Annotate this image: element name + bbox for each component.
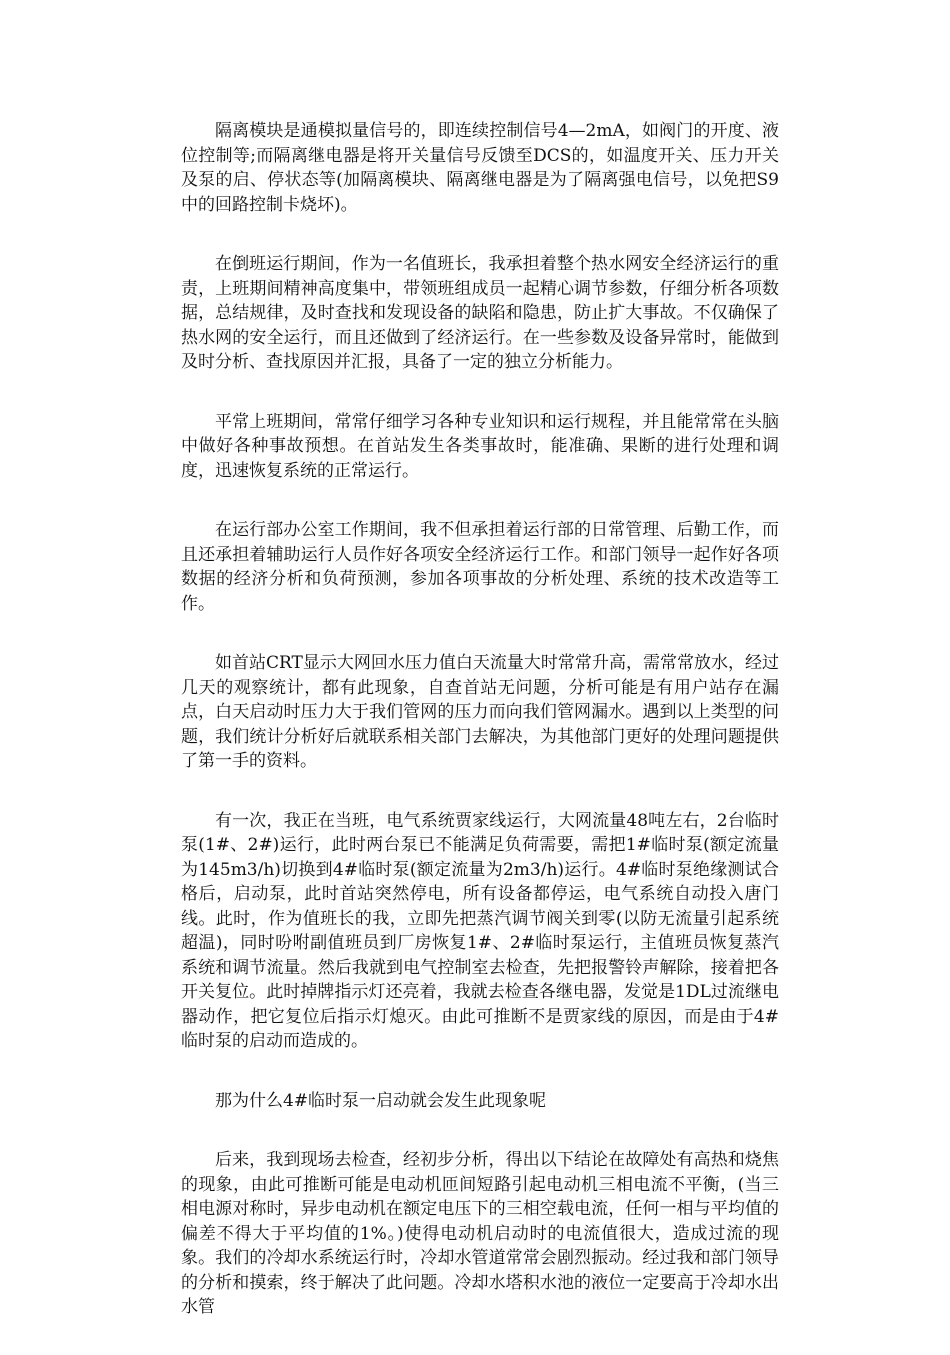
paragraph-question: 那为什么4#临时泵一启动就会发生此现象呢 [215,1090,547,1111]
paragraph-office-work: 在运行部办公室工作期间，我不但承担着运行部的日常管理、后勤工作，而且还承担着辅助运行人员作好各项安全经济运行工作。和部门领导一起作好各项数据的经济分析和负荷预测，参加各项事故的分析处理、系统的技术改造等工作。 [181,520,779,614]
paragraph-analysis: 后来，我到现场去检查，经初步分析，得出以下结论在故障处有高热和烧焦的现象，由此可推断可能是电动机匝间短路引起电动机三相电流不平衡，(当三相电源对称时，异步电动机在额定电压下的三相空载电流，任何一相与平均值的偏差不得大于平均值的1%。)使得电动机启动时的电流值很大，造成过流的现象。我们的冷却水系统运行时，冷却水管道常常会剧烈振动。经过我和部门领导的分析和摸索，终于解决了此问题。冷却水塔积水池的液位一定要高于冷却水出水管 [181,1150,779,1317]
paragraph-crt-pressure: 如首站CRT显示大网回水压力值白天流量大时常常升高，需常常放水，经过几天的观察统计，都有此现象，自查首站无问题，分析可能是有用户站存在漏点，白天启动时压力大于我们管网的压力而向我们管网漏水。遇到以上类型的问题，我们统计分析好后就联系相关部门去解决，为其他部门更好的处理问题提供了第一手的资料。 [181,653,779,771]
document-body [181,119,779,1355]
paragraph-shift-duty: 在倒班运行期间，作为一名值班长，我承担着整个热水网安全经济运行的重责，上班期间精神高度集中，带领班组成员一起精心调节参数，仔细分析各项数据，总结规律，及时查找和发现设备的缺陷和隐患，防止扩大事故。不仅确保了热水网的安全运行，而且还做到了经济运行。在一些参数及设备异常时，能做到及时分析、查找原因并汇报，具备了一定的独立分析能力。 [181,254,779,372]
paragraph-daily-study: 平常上班期间，常常仔细学习各种专业知识和运行规程，并且能常常在头脑中做好各种事故预想。在首站发生各类事故时，能准确、果断的进行处理和调度，迅速恢复系统的正常运行。 [181,411,779,481]
paragraph-incident: 有一次，我正在当班，电气系统贾家线运行，大网流量48吨左右，2台临时泵(1#、2#)运行，此时两台泵已不能满足负荷需要，需把1#临时泵(额定流量为145m3/h)切换到4#临时泵(额定流量为2m3/h)运行。4#临时泵绝缘测试合格后，启动泵，此时首站突然停电，所有设备都停运，电气系统自动投入唐门线。此时，作为值班长的我，立即先把蒸汽调节阀关到零(以防无流量引起系统超温)，同时吩咐副值班员到厂房恢复1#、2#临时泵运行，主值班员恢复蒸汽系统和调节流量。然后我就到电气控制室去检查，先把报警铃声解除，接着把各开关复位。此时掉牌指示灯还亮着，我就去检查各继电器，发觉是1DL过流继电器动作，把它复位后指示灯熄灭。由此可推断不是贾家线的原因，而是由于4#临时泵的启动而造成的。 [181,810,779,1051]
paragraph-isolation-module: 隔离模块是通模拟量信号的，即连续控制信号4—2mA，如阀门的开度、液位控制等;而隔离继电器是将开关量信号反馈至DCS的，如温度开关、压力开关及泵的启、停状态等(加隔离模块、隔离继电器是为了隔离强电信号，以免把S9中的回路控制卡烧坏)。 [181,121,779,215]
